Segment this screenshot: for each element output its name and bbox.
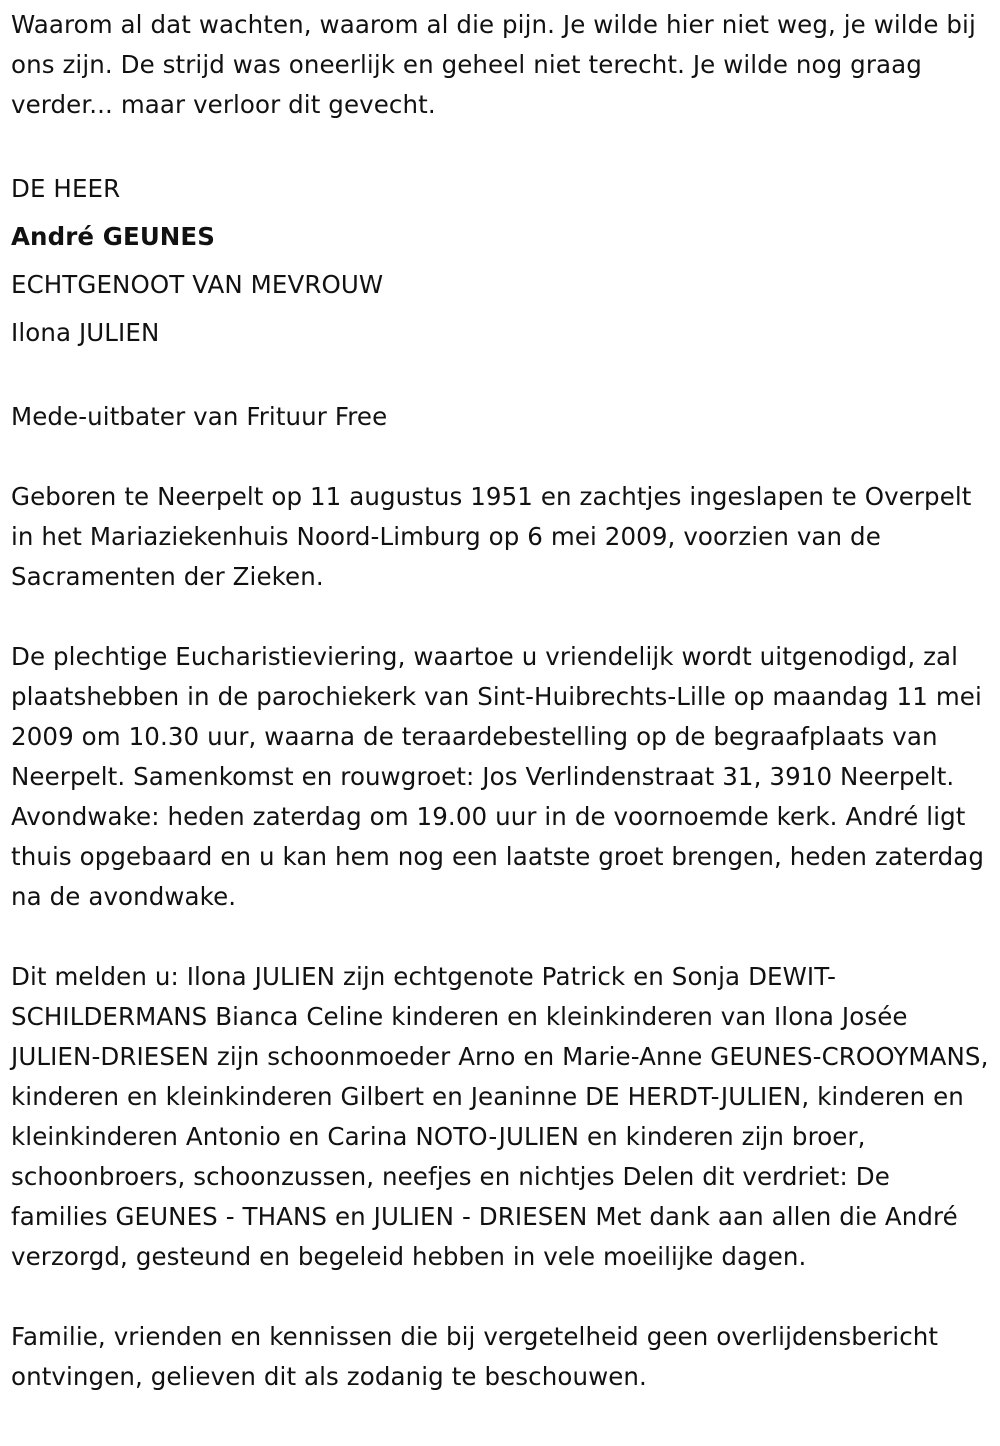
- spacer: [11, 357, 991, 397]
- family-paragraph: Dit melden u: Ilona JULIEN zijn echtgenote Patrick en Sonja DEWIT-SCHILDERMANS Bianca Celine kinderen en kleinkinderen van Ilona Josée JULIEN-DRIESEN zijn schoonmoeder Arno en Marie-Anne GEUNES-CROOYMANS, kinderen en kleinkinderen Gilbert en Jeaninne DE HERDT-JULIEN, kinderen en kleinkinderen Antonio en Carina NOTO-JULIEN en kinderen zijn broer, schoonbroers, schoonzussen, neefjes en nichtjes Delen dit verdriet: De families GEUNES - THANS en JULIEN - DRIESEN Met dank aan allen die André verzorgd, gesteund en begeleid hebben in vele moeilijke dagen.: [11, 962, 989, 1271]
- intro-poem: Waarom al dat wachten, waarom al die pijn. Je wilde hier niet weg, je wilde bij ons zijn. De strijd was oneerlijk en geheel niet terecht. Je wilde nog graag verder... maar verloor dit gevecht.: [11, 10, 976, 119]
- closing-paragraph: Familie, vrienden en kennissen die bij vergetelheid geen overlijdensbericht ontvingen, gelieven dit als zodanig te beschouwen.: [11, 1322, 939, 1391]
- spacer: [11, 917, 991, 957]
- birth-death-paragraph: Geboren te Neerpelt op 11 augustus 1951 en zachtjes ingeslapen te Overpelt in het Mariaziekenhuis Noord-Limburg op 6 mei 2009, voorzien van de Sacramenten der Zieken.: [11, 482, 972, 591]
- spacer: [11, 437, 991, 477]
- deceased-name: André GEUNES: [11, 222, 215, 251]
- obituary-document: [11, 0, 991, 1397]
- spacer: [11, 1277, 991, 1317]
- spouse-label: ECHTGENOOT VAN MEVROUW: [11, 270, 384, 299]
- ceremony-paragraph: De plechtige Eucharistieviering, waartoe u vriendelijk wordt uitgenodigd, zal plaatshebben in de parochiekerk van Sint-Huibrechts-Lille op maandag 11 mei 2009 om 10.30 uur, waarna de teraardebestelling op de begraafplaats van Neerpelt. Samenkomst en rouwgroet: Jos Verlindenstraat 31, 3910 Neerpelt. Avondwake: heden zaterdag om 19.00 uur in de voornoemde kerk. André ligt thuis opgebaard en u kan hem nog een laatste groet brengen, heden zaterdag na de avondwake.: [11, 642, 984, 911]
- spouse-name: Ilona JULIEN: [11, 318, 160, 347]
- title-line: DE HEER: [11, 174, 121, 203]
- occupation: Mede-uitbater van Frituur Free: [11, 402, 388, 431]
- spacer: [11, 597, 991, 637]
- spacer: [11, 125, 991, 165]
